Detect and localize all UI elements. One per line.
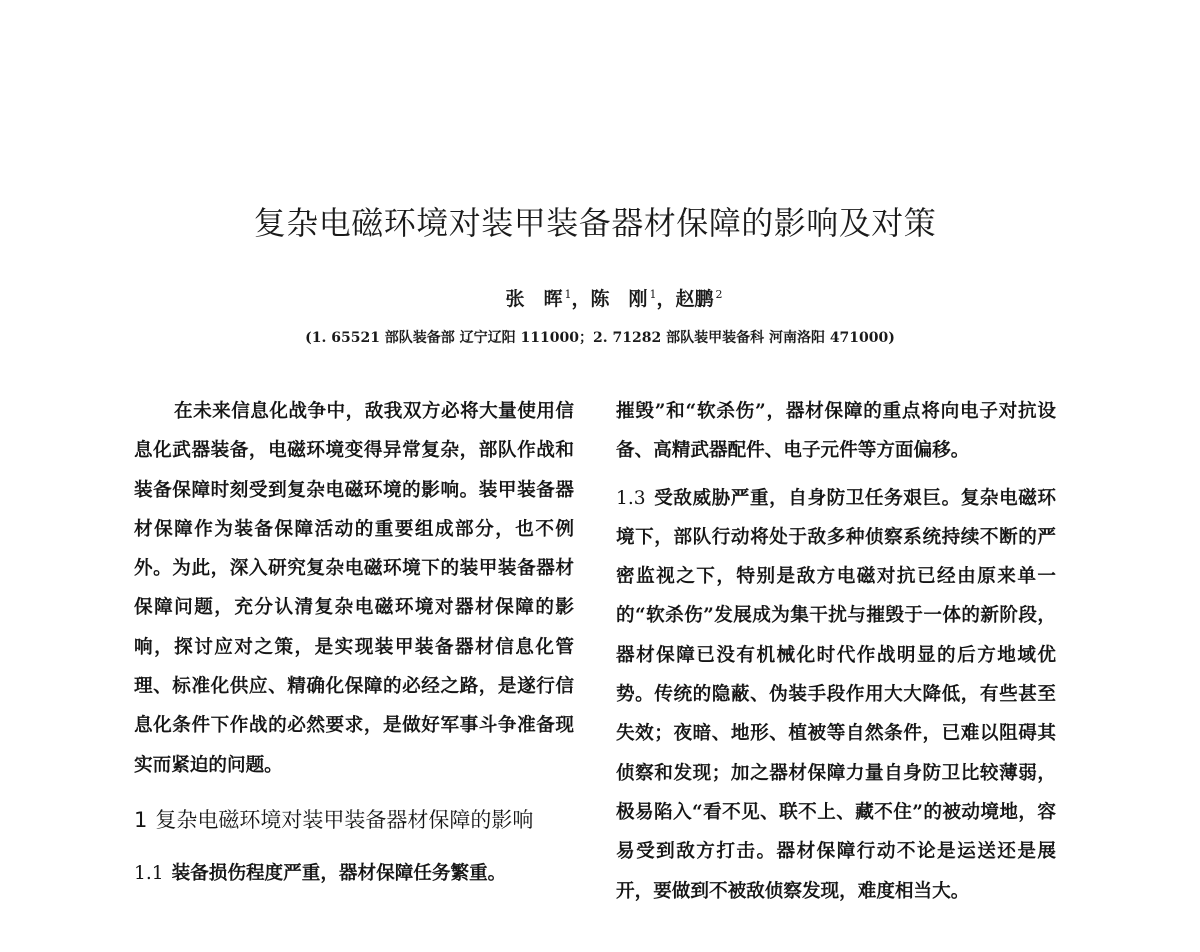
subsection-number: 1.3 xyxy=(616,487,646,509)
right-column xyxy=(616,392,1056,911)
section-number: 1 xyxy=(134,807,148,832)
author-separator: ， xyxy=(571,288,591,310)
subsection-number: 1.1 xyxy=(134,862,164,884)
affiliation-line: (1. 65521 部队装备部 辽宁辽阳 111000；2. 71282 部队装甲装备科 河南洛阳 471000) xyxy=(305,330,895,346)
author-affiliation-mark: 1 xyxy=(564,287,572,301)
intro-paragraph: 在未来信息化战争中，敌我双方必将大量使用信息化武器装备，电磁环境变得异常复杂，部队作战和装备保障时刻受到复杂电磁环境的影响。装甲装备器材保障作为装备保障活动的重要组成部分，也不例外。为此，深入研究复杂电磁环境下的装甲装备器材保障问题，充分认清复杂电磁环境对器材保障的影响，探讨应对之策，是实现装甲装备器材信息化管理、标准化供应、精确化保障的必经之路，是遂行信息化条件下作战的必然要求，是做好军事斗争准备现实而紧迫的问题。 xyxy=(134,401,574,776)
subsection-text: 受敌威胁严重，自身防卫任务艰巨。复杂电磁环境下，部队行动将处于敌多种侦察系统持续不断的严密监视之下，特别是敌方电磁对抗已经由原来单一的“软杀伤”发展成为集干扰与摧毁于一体的新阶段，器材保障已没有机械化时代作战明显的后方地域优势。传统的隐蔽、伪装手段作用大大降低，有些甚至失效；夜暗、地形、植被等自然条件，已难以阻碍其侦察和发现；加之器材保障力量自身防卫比较薄弱，极易陷入“看不见、联不上、藏不住”的被动境地，容易受到敌方打击。器材保障行动不论是运送还是展开，要做到不被敌侦察发现，难度相当大。 xyxy=(616,487,1056,902)
section-heading xyxy=(134,800,574,840)
author-name: 张 晖 xyxy=(505,288,563,310)
author-name: 陈 刚 xyxy=(590,288,648,310)
author-affiliation-mark: 1 xyxy=(649,287,657,301)
author-affiliation-mark: 2 xyxy=(715,287,723,301)
section-title: 复杂电磁环境对装甲装备器材保障的影响 xyxy=(155,807,534,832)
subsection-1-1 xyxy=(134,854,574,893)
subsection-1-3 xyxy=(616,479,1056,911)
author-list xyxy=(0,284,1200,311)
author-name: 赵鹏 xyxy=(675,288,714,310)
left-column xyxy=(134,392,574,893)
continuation-paragraph: 摧毁”和“软杀伤”，器材保障的重点将向电子对抗设备、高精武器配件、电子元件等方面偏移。 xyxy=(616,401,1056,462)
paper-title: 复杂电磁环境对装甲装备器材保障的影响及对策 xyxy=(253,204,937,242)
author-separator: ， xyxy=(656,288,676,310)
subsection-text: 装备损伤程度严重，器材保障任务繁重。 xyxy=(171,862,507,884)
